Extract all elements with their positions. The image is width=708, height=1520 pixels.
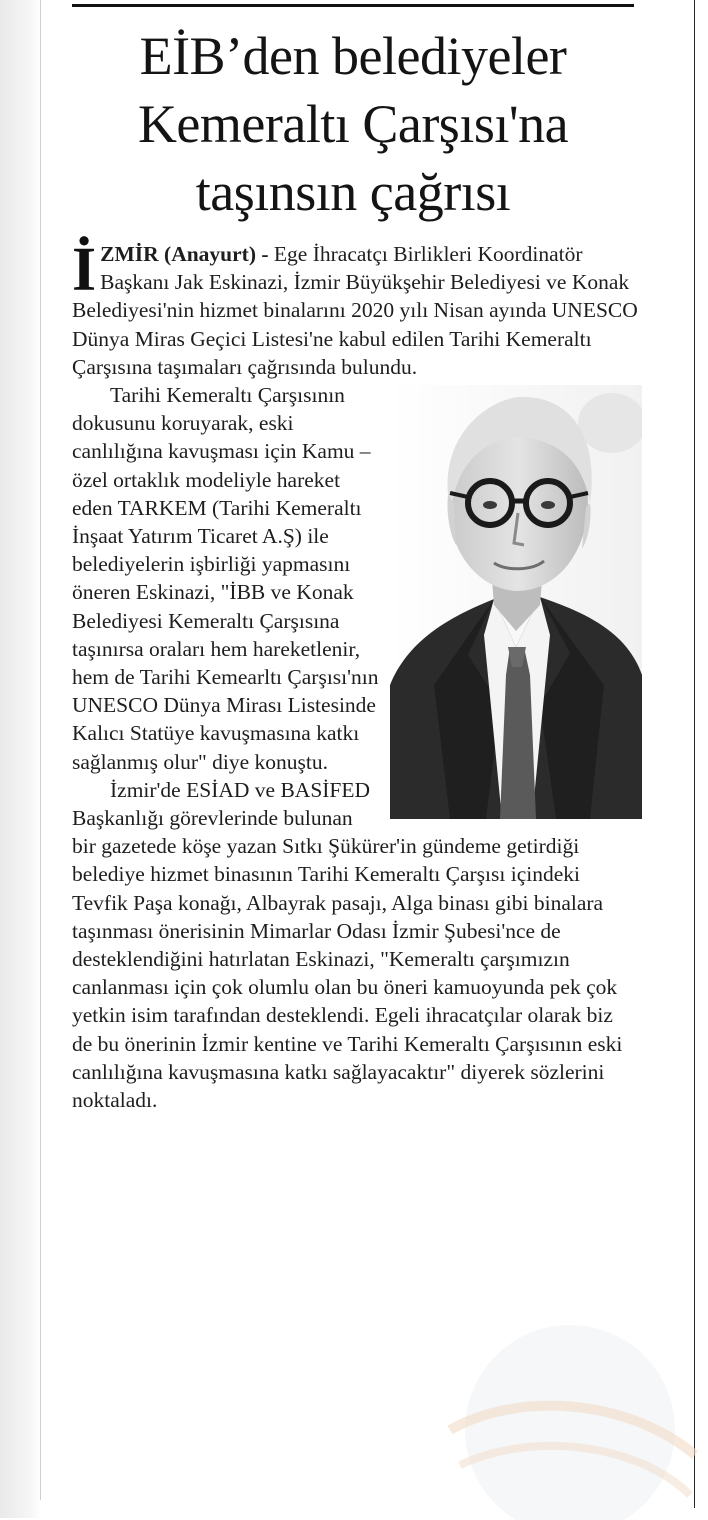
left-column-rule [40,0,41,1500]
right-column-rule [694,0,695,1508]
portrait-illustration [390,385,642,819]
top-rule [72,4,634,7]
watermark-swirl-icon [440,1280,700,1520]
drop-cap: İ [72,236,97,304]
paragraph-2-text: Tarihi Kemeraltı Çarşısının dokusunu koruyarak, eski canlılığına kavuşması için Kamu – özel ortaklık modeliyle hareket eden TARKEM (Tarihi Kemeraltı İnşaat Yatırım Ticaret A.Ş) ile belediyelerin işbirliği yapmasını öneren Eskinazi, "İBB ve Konak Belediyesi Kemeraltı Çarşısına taşınırsa oraları hem hareketlenir, hem de Tarihi Kemearltı Çarşısı'nın UNESCO Dünya Mirası Listesinde Kalıcı Statüye kavuşmasına katkı sağlanmış olur" diye konuştu. [72,383,379,774]
page-gutter [0,0,42,1518]
paragraph-lead-text: Ege İhracatçı Birlikleri Koordinatör Başkanı Jak Eskinazi, İzmir Büyükşehir Belediyesi ve Konak Belediyesi'nin hizmet binalarını 2020 yılı Nisan ayında UNESCO Dünya Miras Geçici Listesi'ne kabul edilen Tarihi Kemeraltı Çarşısına taşımaları çağrısında bulundu. [72,242,638,379]
paragraph-lead [72,236,638,381]
dateline: ZMİR (Anayurt) - [100,242,269,266]
portrait-photo [390,385,642,819]
paragraph-2 [72,381,638,776]
article-body [72,236,638,1114]
headline: EİB’den belediyeler Kemeraltı Çarşısı'na taşınsın çağrısı [137,26,569,222]
paragraph-3: İzmir'de ESİAD ve BASİFED Başkanlığı görevlerinde bulunan bir gazetede köşe yazan Sıtkı Şükürer'in gündeme getirdiği belediye hizmet binasının Tarihi Kemeraltı Çarşısı içindeki Tevfik Paşa konağı, Albayrak pasajı, Alga binası gibi binalara taşınması önerisinin Mimarlar Odası İzmir Şubesi'nce de desteklendiğini hatırlatan Eskinazi, "Kemeraltı çarşımızın canlanması için çok olumlu olan bu öneri kamuoyunda pek çok yetkin isim tarafından desteklendi. Egeli ihracatçılar olarak biz de bu önerinin İzmir kentine ve Tarihi Kemeraltı Çarşısının eski canlılığına kavuşmasına katkı sağlayacaktır" diyerek sözlerini noktaladı. [72,777,623,1113]
